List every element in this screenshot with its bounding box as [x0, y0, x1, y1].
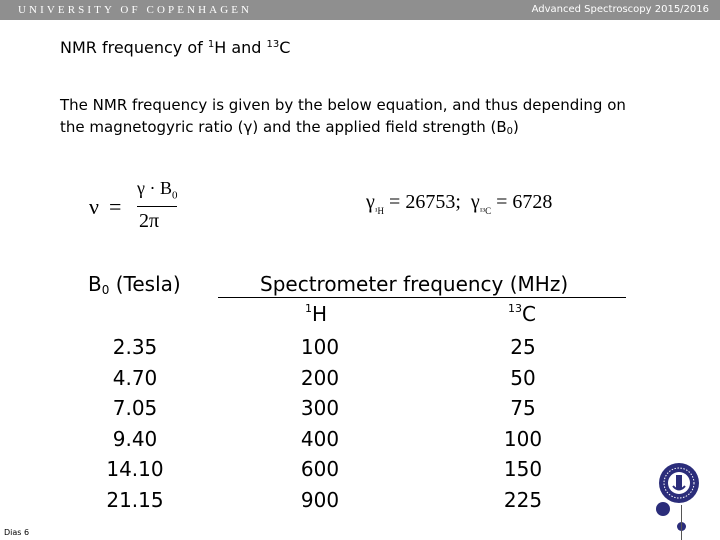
title-prefix: NMR frequency of [60, 38, 208, 57]
slide-number: Dias 6 [4, 528, 30, 537]
b0-header-end: (Tesla) [109, 272, 181, 296]
gamma-h-sub: ¹H [374, 206, 385, 216]
equation-equals: = [109, 194, 122, 219]
b0-column-header [88, 272, 181, 297]
intro-paragraph [60, 94, 640, 143]
b0-header-text: B [88, 272, 102, 296]
table-cell-h: 200 [300, 366, 340, 390]
para-main: The NMR frequency is given by the below equation, and thus depending on the magnetogyric ratio (γ) and the applied field strength (B [60, 96, 626, 136]
nuc-h-sup: 1 [305, 302, 312, 315]
gamma-h-value: = 26753; [389, 191, 461, 213]
slide-title [60, 38, 290, 57]
nuc-h-label: H [312, 302, 328, 326]
course-title: Advanced Spectroscopy 2015/2016 [531, 4, 709, 15]
gamma-values [366, 191, 552, 216]
table-cell-h: 400 [300, 427, 340, 451]
header-bar [0, 0, 720, 20]
b0-header-sub: 0 [101, 283, 110, 297]
gamma-c-value: = 6728 [496, 191, 553, 213]
university-seal-icon [658, 462, 700, 504]
para-sub: 0 [506, 126, 514, 137]
title-sup-1: 1 [207, 39, 215, 50]
nucleus-h-header [305, 302, 327, 326]
table-cell-b0: 7.05 [112, 396, 158, 420]
para-end: ) [513, 118, 519, 136]
table-cell-c: 25 [510, 335, 536, 359]
table-cell-c: 225 [503, 488, 543, 512]
table-cell-b0: 2.35 [112, 335, 158, 359]
header-rule [218, 297, 626, 298]
table-cell-b0: 21.15 [106, 488, 164, 512]
frequency-column-header: Spectrometer frequency (MHz) [260, 272, 569, 296]
numerator-text: γ · B [137, 178, 172, 198]
university-name: UNIVERSITY OF COPENHAGEN [18, 4, 253, 16]
table-cell-c: 150 [503, 457, 543, 481]
table-cell-b0: 14.10 [106, 457, 164, 481]
table-cell-h: 300 [300, 396, 340, 420]
table-cell-c: 75 [510, 396, 536, 420]
table-cell-b0: 9.40 [112, 427, 158, 451]
table-cell-h: 900 [300, 488, 340, 512]
title-mid: H and [214, 38, 267, 57]
nucleus-c-header [508, 302, 536, 326]
table-cell-h: 100 [300, 335, 340, 359]
decorative-line [681, 505, 682, 540]
nuc-c-label: C [522, 302, 536, 326]
numerator-sub: 0 [171, 189, 178, 202]
equation-numerator [137, 178, 177, 202]
table-cell-h: 600 [300, 457, 340, 481]
title-sup-13: 13 [266, 39, 280, 50]
table-cell-c: 50 [510, 366, 536, 390]
gamma-c-sub: ¹³C [479, 206, 492, 216]
gamma-c-symbol: γ [470, 191, 480, 213]
gamma-h-symbol: γ [366, 191, 375, 213]
title-suffix: C [279, 38, 291, 57]
nuc-c-sup: 13 [508, 302, 522, 315]
decorative-dot [656, 502, 670, 516]
equation-fraction [137, 178, 177, 238]
fraction-line [137, 206, 177, 207]
equation-denominator: 2π [139, 210, 160, 232]
table-cell-b0: 4.70 [112, 366, 158, 390]
table-cell-c: 100 [503, 427, 543, 451]
equation-nu: ν [89, 194, 99, 219]
